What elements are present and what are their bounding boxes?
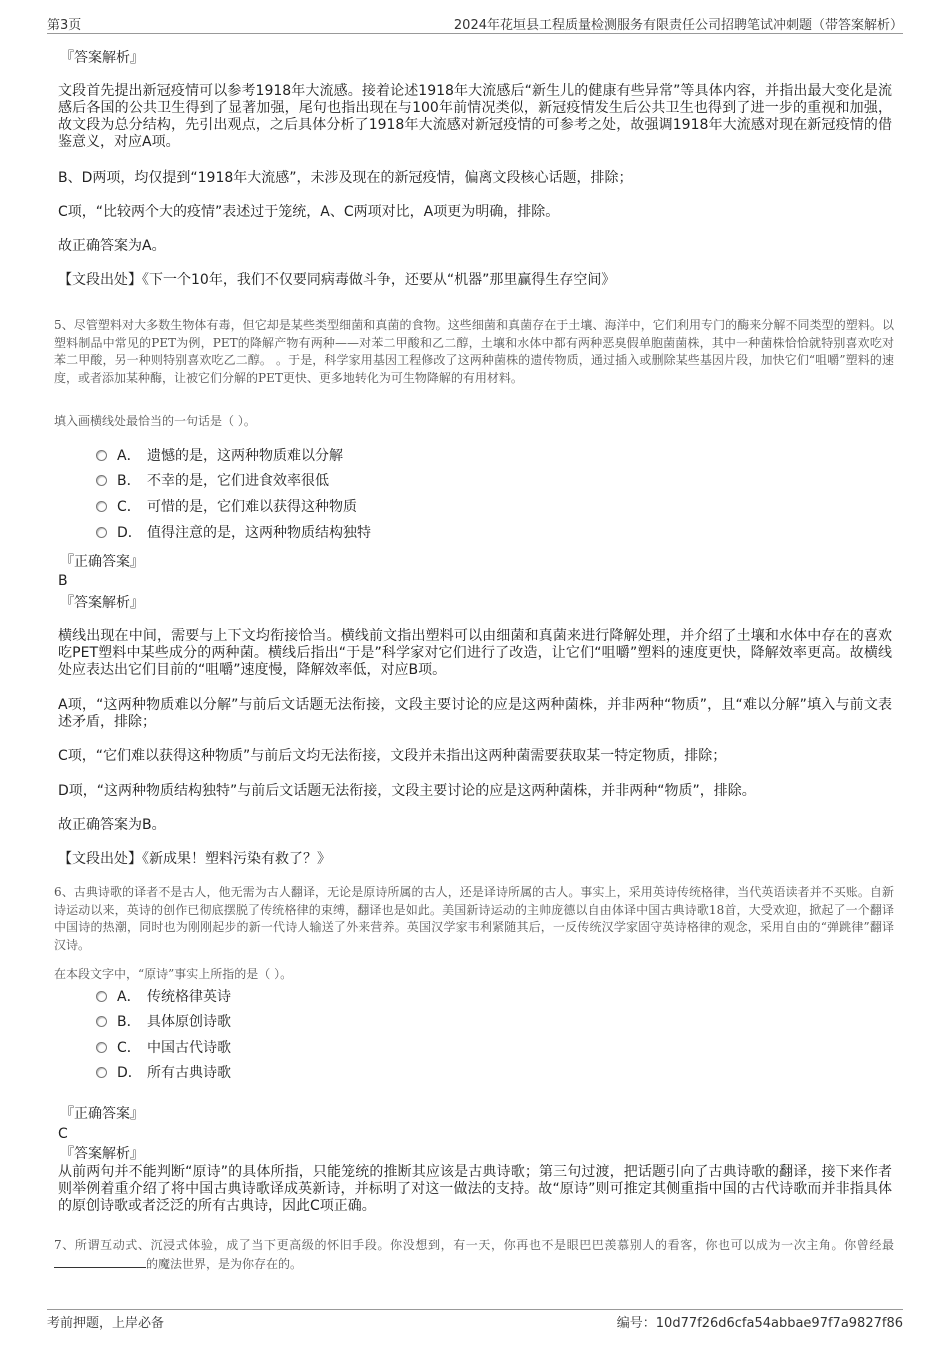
q5-option-b[interactable]: B． 不幸的是，它们进食效率很低	[96, 471, 329, 491]
q6-analysis-p1: 从前两句并不能判断“原诗”的具体所指，只能笼统的推断其应该是古典诗歌；第三句过渡，把话题引向了古典诗歌的翻译，接下来作者则举例着重介绍了将中国古典诗歌译成英新诗，并标明了对这一做法的支持。故“原诗”则可推定其侧重指中国的古代诗歌而并非指具体的原创诗歌或者泛泛的所有古典诗，因此C项正确。	[58, 1164, 892, 1214]
radio-icon[interactable]	[96, 450, 107, 461]
q5-prompt: 填入画横线处最恰当的一句话是（ ）。	[54, 414, 256, 428]
q5-stem: 5、尽管塑料对大多数生物体有毒，但它却是某些类型细菌和真菌的食物。这些细菌和真菌存在于土壤、海洋中，它们利用专门的酶来分解不同类型的塑料。以塑料制品中常见的PET为例，PET的降解产物有两种——对苯二甲酸和乙二醇，土壤和水体中都有两种恶臭假单胞菌菌株，其中一种菌株恰恰就特别喜欢吃对苯二甲酸，另一种则特别喜欢吃乙二醇。 。于是，科学家用基因工程修改了这两种菌株的遗传物质，通过插入或删除某些基因片段，加快它们“咀嚼”塑料的速度，或者添加某种酶，让被它们分解的PET更快、更多地转化为可生物降解的有用材料。	[54, 318, 894, 385]
footer-divider	[47, 1309, 903, 1310]
q5-option-d[interactable]: D． 值得注意的是，这两种物质结构独特	[96, 523, 371, 543]
radio-icon[interactable]	[96, 1016, 107, 1027]
q6-analysis-label: 『答案解析』	[60, 1146, 144, 1162]
q4-analysis-p2: B、D两项，均仅提到“1918年大流感”，未涉及现在的新冠疫情，偏离文段核心话题，排除；	[58, 170, 633, 186]
document-title: 2024年花垣县工程质量检测服务有限责任公司招聘笔试冲刺题（带答案解析）	[453, 18, 903, 33]
q6-option-b[interactable]: B． 具体原创诗歌	[96, 1012, 231, 1032]
q4-analysis-p4: 故正确答案为A。	[58, 238, 166, 254]
radio-icon[interactable]	[96, 501, 107, 512]
footer-slogan: 考前押题，上岸必备	[47, 1316, 165, 1331]
q6-answer-label: 『正确答案』	[60, 1106, 144, 1122]
page-footer	[47, 1312, 903, 1330]
radio-icon[interactable]	[96, 1042, 107, 1053]
q5-analysis-p4: D项，“这两种物质结构独特”与前后文话题无法衔接，文段主要讨论的应是这两种菌株，并非两种“物质”，排除。	[58, 783, 756, 799]
q5-option-a[interactable]: A． 遗憾的是，这两种物质难以分解	[96, 446, 343, 466]
q6-prompt: 在本段文字中，“原诗”事实上所指的是（ ）。	[54, 967, 293, 981]
q5-analysis-p2: A项，“这两种物质难以分解”与前后文话题无法衔接，文段主要讨论的应是这两种菌株，并非两种“物质”，且“难以分解”填入与前文表述矛盾，排除；	[58, 697, 892, 730]
radio-icon[interactable]	[96, 991, 107, 1002]
q7-stem: 7、所谓互动式、沉浸式体验，成了当下更高级的怀旧手段。你没想到，有一天，你再也不是眼巴巴羡慕别人的看客，你也可以成为一次主角。你曾经最的魔法世界，是为你存在的。	[54, 1238, 894, 1271]
radio-icon[interactable]	[96, 527, 107, 538]
q6-option-c[interactable]: C． 中国古代诗歌	[96, 1038, 231, 1058]
fill-blank	[54, 1255, 146, 1268]
q5-analysis-p5: 故正确答案为B。	[58, 817, 166, 833]
q6-stem: 6、古典诗歌的译者不是古人，他无需为古人翻译，无论是原诗所属的古人，还是译诗所属的古人。事实上，采用英诗传统格律，当代英语读者并不买账。自新诗运动以来，英诗的创作已彻底摆脱了传统格律的束缚，翻译也是如此。美国新诗运动的主帅庞德以自由体译中国古典诗歌18首，大受欢迎，掀起了一个翻译中国诗的热潮，同时也为刚刚起步的新一代诗人输送了外来营养。英国汉学家韦利紧随其后，一反传统汉学家固守英诗格律的观念，采用自由的“弹跳律”翻译汉诗。	[54, 885, 894, 952]
q5-answer-label: 『正确答案』	[60, 554, 144, 570]
q5-analysis-p3: C项，“它们难以获得这种物质”与前后文均无法衔接，文段并未指出这两种菌需要获取某一特定物质，排除；	[58, 748, 727, 764]
q6-answer: C	[58, 1126, 68, 1142]
q4-analysis-label: 『答案解析』	[60, 50, 144, 66]
q5-analysis-label: 『答案解析』	[60, 595, 144, 611]
q4-analysis-p1: 文段首先提出新冠疫情可以参考1918年大流感。接着论述1918年大流感后“新生儿的健康有些异常”等具体内容，并指出最大变化是流感后各国的公共卫生得到了显著加强，尾句也指出现在与100年前情况类似，新冠疫情发生后公共卫生也得到了进一步的重视和加强，故文段为总分结构，先引出观点，之后具体分析了1918年大流感对新冠疫情的可参考之处，故强调1918年大流感对现在新冠疫情的借鉴意义，对应A项。	[58, 83, 892, 150]
q6-option-a[interactable]: A． 传统格律英诗	[96, 987, 231, 1007]
document-code: 编号：10d77f26d6cfa54abbae97f7a9827f86	[616, 1316, 903, 1331]
page-header	[47, 14, 903, 32]
q5-source: 【文段出处】《新成果！塑料污染有救了？》	[58, 851, 331, 867]
q4-analysis-p3: C项，“比较两个大的疫情”表述过于笼统，A、C两项对比，A项更为明确，排除。	[58, 204, 560, 220]
q6-option-d[interactable]: D． 所有古典诗歌	[96, 1063, 231, 1083]
page-number: 第3页	[47, 18, 82, 33]
q5-answer: B	[58, 573, 68, 589]
q5-analysis-p1: 横线出现在中间，需要与上下文均衔接恰当。横线前文指出塑料可以由细菌和真菌来进行降解处理，并介绍了土壤和水体中存在的喜欢吃PET塑料中某些成分的两种菌。横线后指出“于是”科学家对它们进行了改造，让它们“咀嚼”塑料的速度更快，降解效率更高。故横线处应表达出它们目前的“咀嚼”速度慢，降解效率低，对应B项。	[58, 628, 892, 678]
header-divider	[47, 33, 903, 34]
q4-source: 【文段出处】《下一个10年，我们不仅要同病毒做斗争，还要从“机器”那里赢得生存空间》	[58, 272, 616, 288]
q5-option-c[interactable]: C． 可惜的是，它们难以获得这种物质	[96, 497, 357, 517]
radio-icon[interactable]	[96, 1067, 107, 1078]
radio-icon[interactable]	[96, 475, 107, 486]
